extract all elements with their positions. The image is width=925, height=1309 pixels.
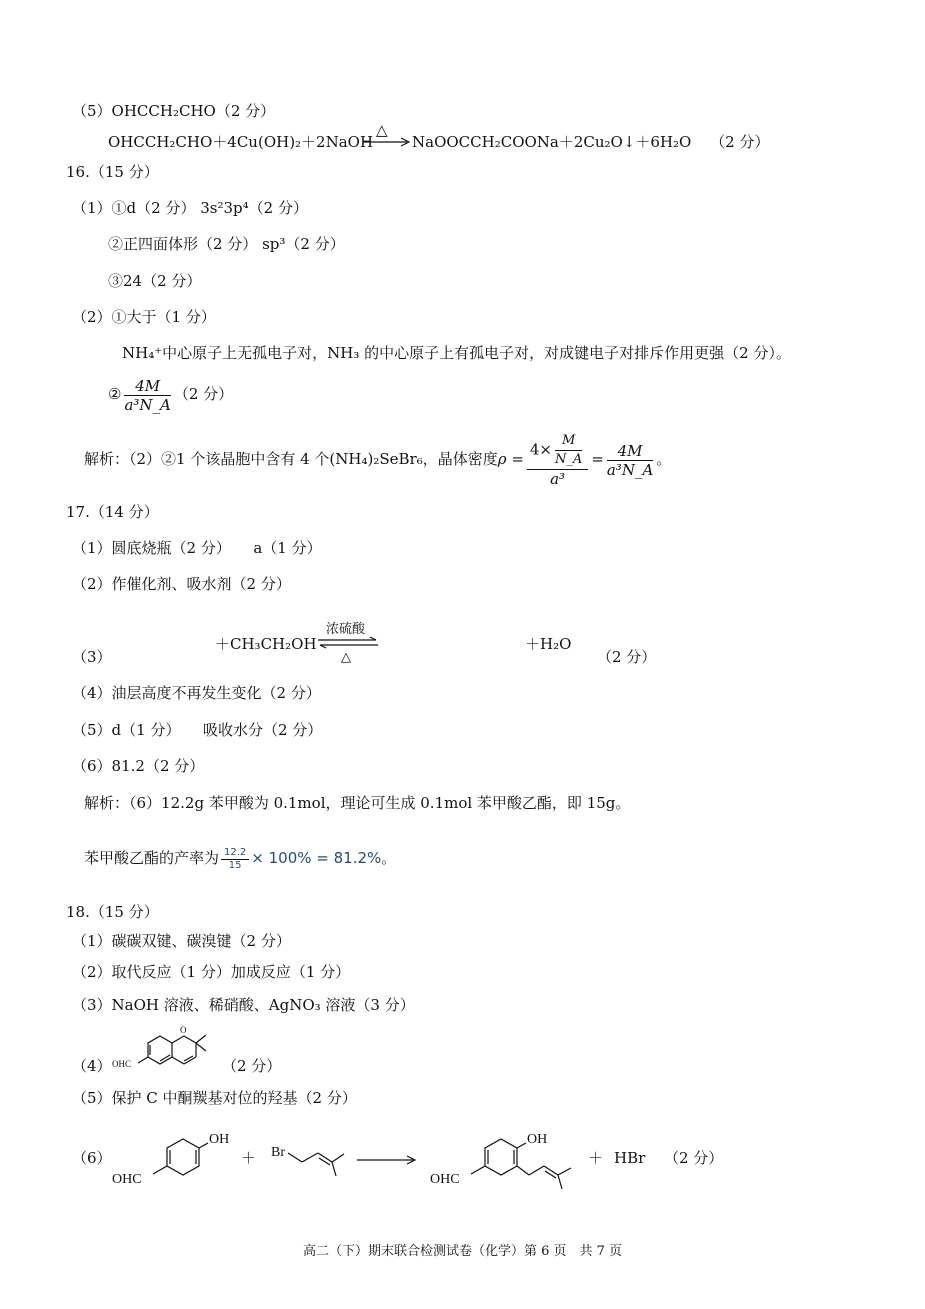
fraction-numerator: 4M (607, 442, 653, 461)
equals-sign: = (591, 450, 604, 468)
hbr-label: HBr (614, 1149, 646, 1167)
oh-label-1: OH (209, 1132, 230, 1147)
q15-part5-answer (72, 101, 275, 121)
hydroxybenzaldehyde-structure (108, 1125, 238, 1195)
q17-part3-product: ＋H₂O (525, 635, 572, 653)
fraction-denominator: a³N_A (124, 395, 171, 414)
q16-density-fraction (124, 377, 170, 414)
q17-analysis-1: 解析：（6）12.2g 苯甲酸为 0.1mol，理论可生成 0.1mol 苯甲酸乙酯，即 15g。 (84, 794, 631, 812)
period: 。 (656, 450, 672, 468)
q17-part4: （4）油层高度不再发生变化（2 分） (72, 684, 321, 702)
q17-yield-fraction (221, 847, 249, 872)
q17-part5: （5）d（1 分） 吸收水分（2 分） (72, 721, 323, 739)
q15-eq-score: （2 分） (710, 133, 770, 151)
q18-part4-label: （4） (72, 1057, 112, 1075)
ohc-label-1: OHC (112, 1172, 142, 1187)
q16-part1-a: （1）①d（2 分） 3s²3p⁴（2 分） (72, 199, 308, 217)
q17-header: 17.（14 分） (66, 503, 159, 521)
q16-part1-c: ③24（2 分） (108, 272, 202, 290)
oxygen-label: O (180, 1025, 187, 1035)
rho-symbol: ρ = (497, 450, 524, 468)
prenyl-bromide-structure (268, 1138, 348, 1188)
q16-header: 16.（15 分） (66, 163, 159, 181)
q15-equation (108, 132, 373, 152)
br-label: Br (271, 1145, 285, 1160)
reaction-arrow (357, 1154, 419, 1166)
q16-part2-b (108, 372, 233, 416)
q15-eq-right-wrap (412, 132, 769, 152)
q18-part6-label: （6） (72, 1149, 112, 1167)
q16-analysis-fraction-2 (607, 442, 653, 479)
q17-part3-label: （3） (72, 648, 112, 666)
fraction-denominator: a³ (550, 470, 566, 488)
q18-part2: （2）取代反应（1 分）加成反应（1 分） (72, 963, 351, 981)
ohc-label-2: OHC (430, 1172, 460, 1187)
fraction-denominator: 15 (228, 859, 242, 871)
q16-analysis (84, 426, 671, 492)
plus-sign-2: ＋ (588, 1149, 604, 1167)
q17-part6: （6）81.2（2 分） (72, 757, 205, 775)
q17-part1: （1）圆底烧瓶（2 分） a（1 分） (72, 539, 322, 557)
q17-yield-expression: × 100% = 81.2% (251, 849, 382, 867)
q17-analysis-2-prefix: 苯甲酸乙酯的产率为 (84, 849, 220, 867)
fraction-denominator: a³N_A (606, 460, 654, 479)
q16-part2-reason (122, 343, 791, 363)
q18-part6-score: （2 分） (664, 1149, 724, 1167)
q17-part3-cond-top: 浓硫酸 (326, 622, 366, 637)
fraction-numerator: 12.2 (221, 847, 249, 860)
q16-reason-text: 中心原子上无孤电子对，NH₃ 的中心原子上有孤电子对，对成键电子对排斥作用更强（2 分）。 (162, 344, 791, 362)
cho-label: OHC (112, 1059, 132, 1069)
q18-part4-score: （2 分） (222, 1057, 282, 1075)
q18-part1: （1）碳碳双键、碳溴键（2 分） (72, 932, 291, 950)
q15-eq-right: NaOOCCH₂COONa＋2Cu₂O↓＋6H₂O (412, 133, 692, 151)
q18-part5: （5）保护 C 中酮羰基对位的羟基（2 分） (72, 1089, 357, 1107)
q16-part2-b-prefix: ② (108, 385, 122, 403)
q16-part2-b-score: （2 分） (173, 385, 234, 403)
fraction-numerator: 4× $\frac{M}{N\_A}$ (527, 432, 588, 470)
q15-eq-left: OHCCH₂CHO＋4Cu(OH)₂＋2NaOH (108, 133, 374, 151)
q16-reason-prefix: NH₄⁺ (122, 344, 163, 362)
plus-sign-1: ＋ (241, 1149, 257, 1167)
q18-part3: （3）NaOH 溶液、稀硝酸、AgNO₃ 溶液（3 分） (72, 996, 415, 1014)
q17-part3-reagent: ＋CH₃CH₂OH (215, 635, 317, 653)
q16-part2-a: （2）①大于（1 分） (72, 308, 216, 326)
q15-reaction-arrow (363, 136, 413, 148)
q16-part1-b: ②正四面体形（2 分） sp³（2 分） (108, 235, 345, 253)
q16-analysis-text: 解析：（2）②1 个该晶胞中含有 4 个(NH₄)₂SeBr₆，晶体密度 (84, 450, 498, 468)
q18-header: 18.（15 分） (66, 903, 159, 921)
chromene-structure (108, 1020, 208, 1080)
q17-part2: （2）作催化剂、吸水剂（2 分） (72, 575, 291, 593)
q16-analysis-fraction-1 (527, 432, 588, 488)
period: 。 (381, 849, 397, 867)
q15-part5-label: （5） (72, 102, 112, 120)
q17-part3-score: （2 分） (597, 648, 657, 666)
fraction-numerator: 4M (124, 377, 170, 396)
q17-part3-cond-bottom: △ (341, 650, 351, 665)
oh-label-2: OH (527, 1132, 548, 1147)
q15-eq-condition: △ (376, 121, 388, 139)
q17-analysis-2 (84, 840, 396, 876)
page-footer: 高二（下）期末联合检测试卷（化学）第 6 页 共 7 页 (302, 1244, 623, 1259)
q15-part5-formula: OHCCH₂CHO（2 分） (111, 102, 276, 120)
product-structure (426, 1125, 596, 1195)
